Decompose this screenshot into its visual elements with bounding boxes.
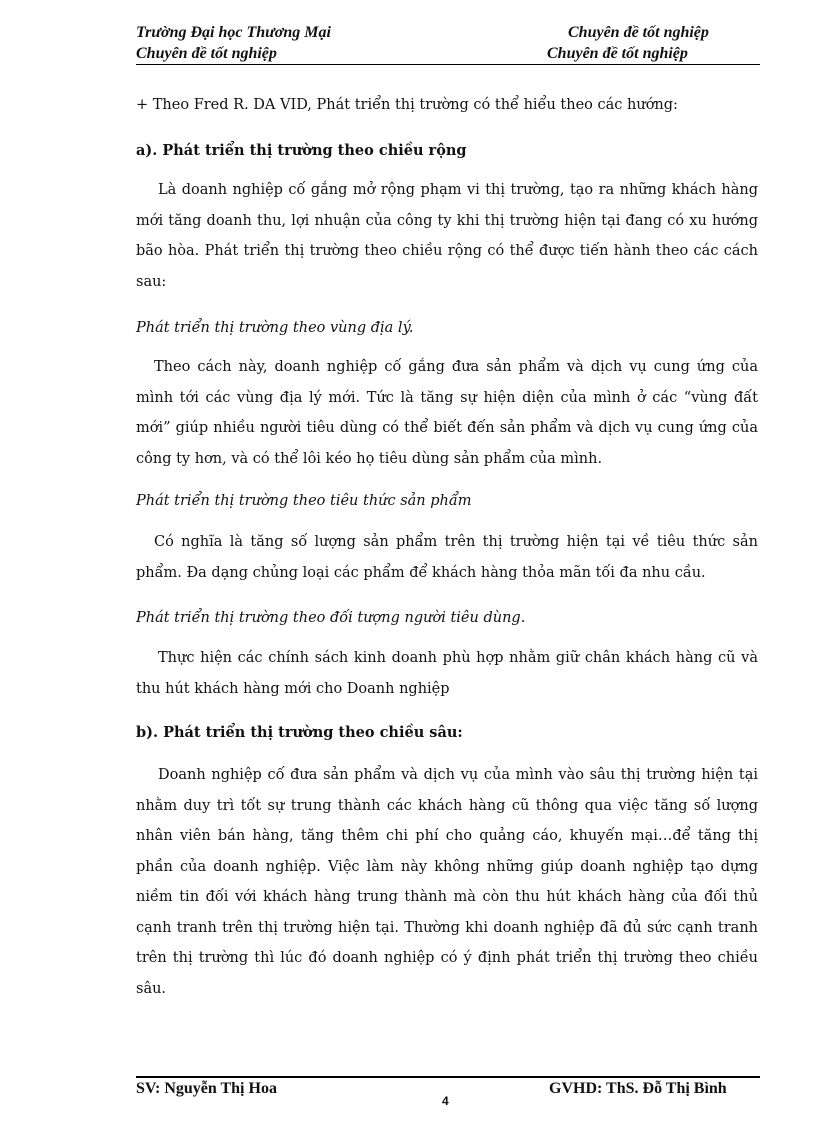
page-number: 4: [442, 1094, 449, 1108]
section-a-heading: a). Phát triển thị trường theo chiều rộng: [136, 142, 467, 159]
doc-type-right-2: Chuyên đề tốt nghiệp: [547, 45, 688, 62]
school-name: Trường Đại học Thương Mại: [136, 24, 331, 41]
subsection-geographic-paragraph: Theo cách này, doanh nghiệp cố gắng đưa sản phẩm và dịch vụ cung ứng của mình tới các vùng địa lý mới. Tức là tăng sự hiện diện của mình ở các “vùng đất mới” giúp nhiều người tiêu dùng có thể biết đến sản phẩm và dịch vụ cung ứng của công ty hơn, và có thể lôi kéo họ tiêu dùng sản phẩm của mình.: [136, 359, 758, 467]
subsection-consumer-heading: Phát triển thị trường theo đối tượng người tiêu dùng.: [136, 610, 526, 626]
footer-rule: [136, 1076, 760, 1078]
running-header-line-1: [136, 24, 760, 44]
subsection-product-heading: Phát triển thị trường theo tiêu thức sản phẩm: [136, 493, 472, 509]
subsection-consumer-paragraph: Thực hiện các chính sách kinh doanh phù hợp nhằm giữ chân khách hàng cũ và thu hút khách hàng mới cho Doanh nghiệp: [136, 650, 758, 697]
intro-line: + Theo Fred R. DA VID, Phát triển thị trường có thể hiểu theo các hướng:: [136, 97, 678, 113]
section-b-paragraph: Doanh nghiệp cố đưa sản phẩm và dịch vụ của mình vào sâu thị trường hiện tại nhằm duy trì tốt sự trung thành các khách hàng cũ thông qua việc tăng số lượng nhân viên bán hàng, tăng thêm chi phí cho quảng cáo, khuyến mại…để tăng thị phần của doanh nghiệp. Việc làm này không những giúp doanh nghiệp tạo dựng niềm tin đối với khách hàng trung thành mà còn thu hút khách hàng của đối thủ cạnh tranh trên thị trường hiện tại. Thường khi doanh nghiệp đã đủ sức cạnh tranh trên thị trường thì lúc đó doanh nghiệp có ý định phát triển thị trường theo chiều sâu.: [136, 767, 758, 997]
running-header-line-2: [136, 45, 760, 65]
subsection-geographic-heading: Phát triển thị trường theo vùng địa lý.: [136, 320, 414, 336]
doc-type-right: Chuyên đề tốt nghiệp: [568, 24, 709, 41]
section-a-paragraph: Là doanh nghiệp cố gắng mở rộng phạm vi thị trường, tạo ra những khách hàng mới tăng doanh thu, lợi nhuận của công ty khi thị trường hiện tại đang có xu hướng bão hòa. Phát triển thị trường theo chiều rộng có thể được tiến hành theo các cách sau:: [136, 182, 758, 290]
footer-student: SV: Nguyễn Thị Hoa: [136, 1080, 277, 1097]
footer-advisor: GVHD: ThS. Đỗ Thị Bình: [549, 1080, 727, 1097]
header-rule: [136, 64, 760, 65]
subsection-product-paragraph: Có nghĩa là tăng số lượng sản phẩm trên thị trường hiện tại về tiêu thức sản phẩm. Đa dạng chủng loại các phẩm để khách hàng thỏa mãn tối đa nhu cầu.: [136, 534, 758, 581]
section-b-heading: b). Phát triển thị trường theo chiều sâu:: [136, 724, 463, 741]
doc-type-left: Chuyên đề tốt nghiệp: [136, 45, 277, 62]
